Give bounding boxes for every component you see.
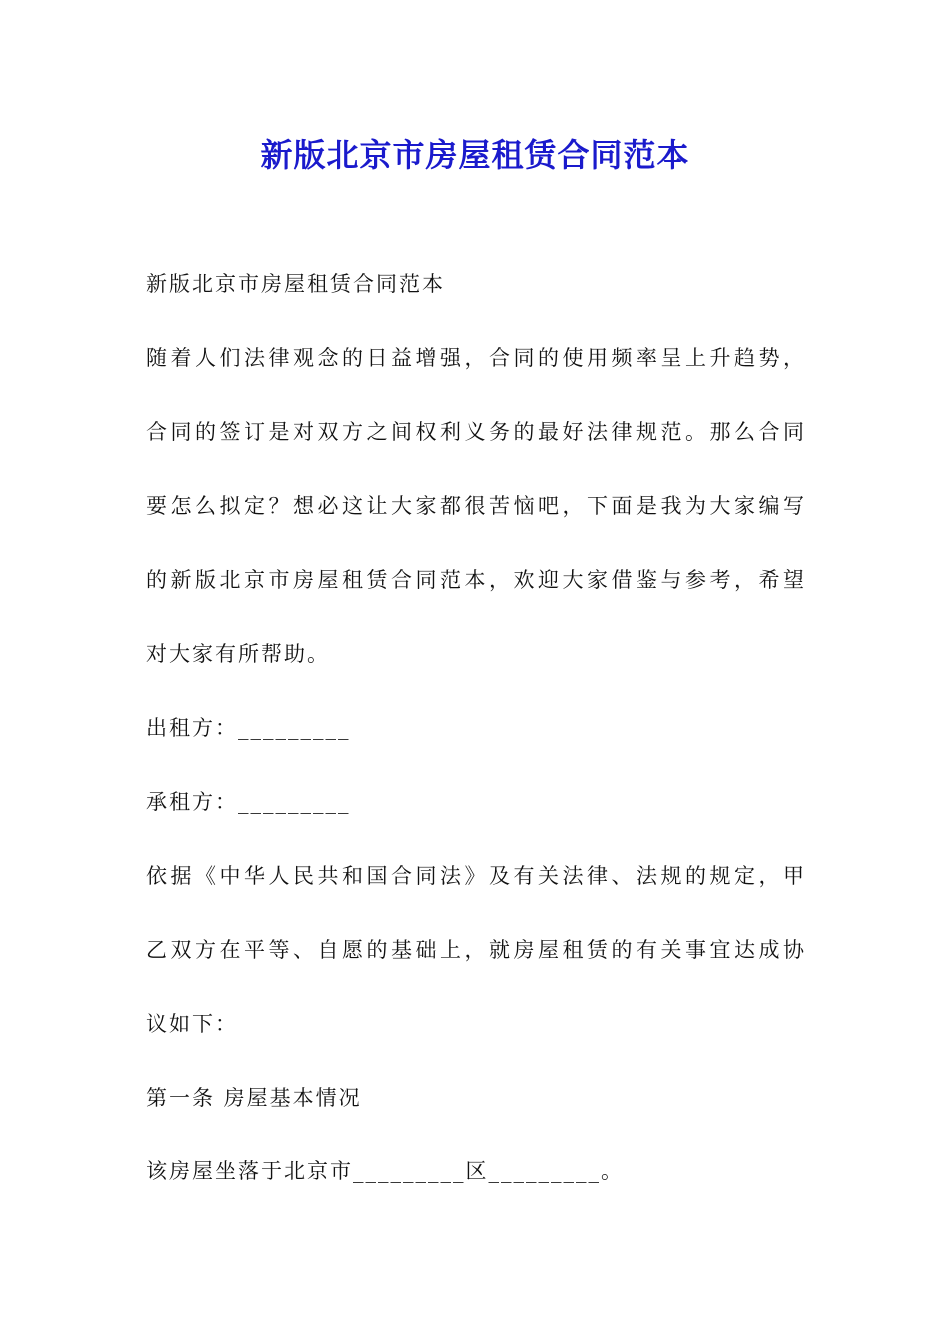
body-line-intro-5: 对大家有所帮助。 [146, 642, 330, 666]
property-location-line: 该房屋坐落于北京市_________区_________。 [146, 1159, 624, 1183]
lessee-field: 承租方：_________ [146, 790, 351, 814]
body-line-basis-1: 依据《中华人民共和国合同法》及有关法律、法规的规定，甲 [146, 864, 806, 888]
body-line-basis-2: 乙双方在平等、自愿的基础上，就房屋租赁的有关事宜达成协 [146, 938, 806, 962]
body-line-basis-3: 议如下： [146, 1012, 238, 1036]
body-line-intro-3: 要怎么拟定？想必这让大家都很苦恼吧，下面是我为大家编写 [146, 494, 806, 518]
article-1-heading: 第一条 房屋基本情况 [146, 1086, 362, 1110]
document-title: 新版北京市房屋租赁合同范本 [260, 136, 690, 174]
body-line-intro-1: 随着人们法律观念的日益增强，合同的使用频率呈上升趋势， [146, 346, 806, 370]
document-body [146, 264, 806, 1225]
body-line-intro-4: 的新版北京市房屋租赁合同范本，欢迎大家借鉴与参考，希望 [146, 568, 806, 592]
body-line-intro-2: 合同的签订是对双方之间权利义务的最好法律规范。那么合同 [146, 420, 806, 444]
body-line-subtitle: 新版北京市房屋租赁合同范本 [146, 272, 445, 296]
lessor-field: 出租方：_________ [146, 716, 351, 740]
